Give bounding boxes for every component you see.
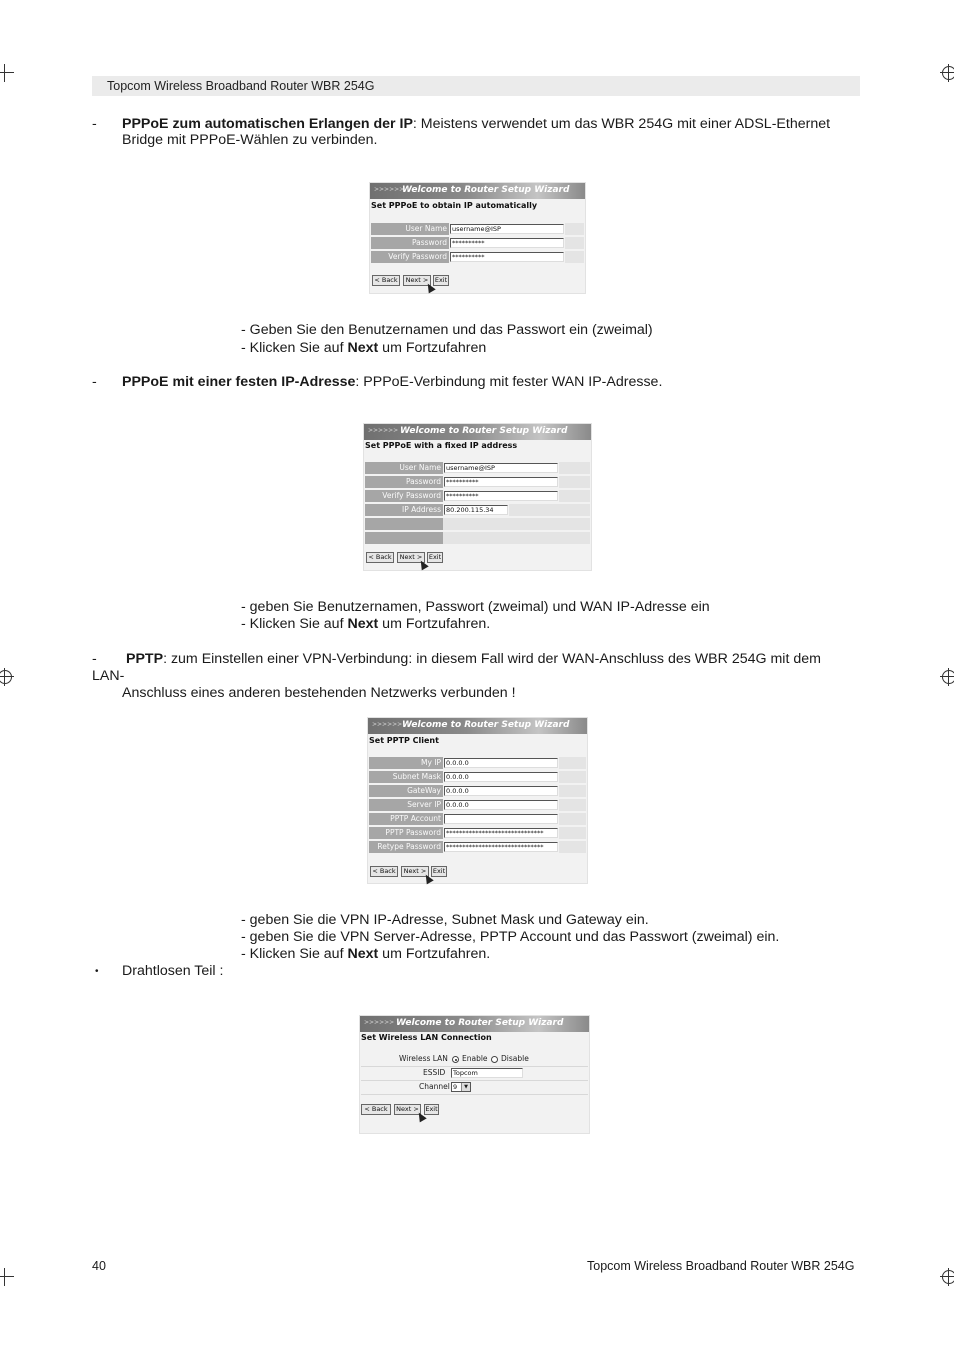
channel-row [361, 1081, 588, 1095]
field-row-filler [559, 771, 586, 783]
field-label: GateWay [369, 785, 443, 797]
exit-button[interactable]: Exit [428, 553, 442, 561]
section-pptp-text2: Anschluss eines anderen bestehenden Netzwerks verbunden ! [122, 685, 516, 701]
field-label: IP Address [365, 504, 443, 516]
instruction-tail: um Fortzufahren. [378, 946, 491, 962]
section-pptp-instruction-3 [241, 946, 490, 963]
section-pppoe-fixed-heading: PPPoE mit einer festen IP-Adresse [122, 374, 356, 390]
banner-arrows-icon: >>>>>> [364, 1019, 395, 1026]
field-label: User Name [365, 462, 443, 474]
wizard-subtitle: Set PPTP Client [369, 736, 439, 745]
verify-password-input[interactable]: ********** [450, 252, 564, 262]
section-pptp-lan: LAN- [92, 668, 125, 684]
back-button[interactable]: < Back [372, 275, 400, 286]
field-row-verify-password [371, 251, 584, 263]
wireless-lan-label: Wireless LAN [399, 1054, 448, 1063]
field-row-filler [559, 785, 586, 797]
field-row-filler [559, 827, 586, 839]
banner-title: Welcome to Router Setup Wizard [402, 720, 570, 730]
field-row-subnet-mask [369, 771, 586, 783]
field-label: Password [365, 476, 443, 488]
section-pppoe-auto-instruction-1: - Geben Sie den Benutzernamen und das Passwort ein (zweimal) [241, 322, 653, 338]
essid-input[interactable]: Topcom [451, 1068, 523, 1078]
instruction-tail: um Fortzufahren. [378, 616, 491, 632]
field-label: Subnet Mask [369, 771, 443, 783]
field-row-retype-password [369, 841, 586, 853]
wireless-lan-row [361, 1053, 588, 1067]
disable-radio[interactable] [491, 1056, 498, 1063]
password-input[interactable]: ********** [444, 477, 558, 487]
field-row-password [371, 237, 584, 249]
wizard-subtitle: Set PPPoE with a fixed IP address [365, 441, 518, 450]
section-pppoe-auto-dash: - [92, 116, 97, 132]
field-row-filler [509, 504, 590, 516]
next-keyword: Next [347, 946, 379, 962]
chevron-down-icon: ▼ [461, 1083, 470, 1091]
section-pptp-instruction-2: - geben Sie die VPN Server-Adresse, PPTP Account und das Passwort (zweimal) ein. [241, 929, 780, 945]
field-row-filler [559, 462, 590, 474]
field-row-pptp-account [369, 813, 586, 825]
section-pppoe-auto-text2: Bridge mit PPPoE-Wählen zu verbinden. [122, 132, 378, 148]
wizard-subtitle: Set PPPoE to obtain IP automatically [371, 201, 538, 210]
field-label: User Name [371, 223, 449, 235]
channel-value: 9 [453, 1083, 458, 1091]
field-label: Password [371, 237, 449, 249]
next-keyword: Next [347, 616, 379, 632]
section-pppoe-auto-instruction-2 [241, 340, 486, 357]
page-header-title: Topcom Wireless Broadband Router WBR 254G [107, 79, 375, 93]
empty-label [365, 518, 443, 530]
ip-address-input[interactable]: 80.200.115.34 [444, 505, 508, 515]
banner-title: Welcome to Router Setup Wizard [396, 1018, 564, 1028]
next-button[interactable]: Next > [403, 275, 431, 286]
field-row-filler [565, 251, 584, 263]
page-footer-title: Topcom Wireless Broadband Router WBR 254G [587, 1259, 855, 1273]
section-pptp-line1 [126, 651, 821, 668]
field-row-filler [565, 237, 584, 249]
field-row-filler [565, 223, 584, 235]
registration-mark-mid-right [940, 668, 954, 686]
gateway-input[interactable]: 0.0.0.0 [444, 786, 558, 796]
banner-arrows-icon: >>>>>> [368, 427, 399, 434]
field-row-filler [559, 490, 590, 502]
section-wireless-bullet: • [95, 966, 99, 977]
registration-mark-top-left [0, 64, 14, 82]
next-button[interactable]: Next > [397, 552, 425, 563]
field-label: Server IP [369, 799, 443, 811]
field-row-password [365, 476, 590, 488]
empty-label [365, 532, 443, 544]
password-input[interactable]: ********** [450, 238, 564, 248]
essid-label: ESSID [423, 1068, 446, 1077]
field-row-filler [559, 841, 586, 853]
section-pppoe-auto-text: : Meistens verwendet um das WBR 254G mit einer ADSL-Ethernet [412, 116, 831, 132]
field-row-gateway [369, 785, 586, 797]
field-row-my-ip [369, 757, 586, 769]
instruction-tail: um Fortzufahren [378, 340, 487, 356]
essid-row [361, 1067, 588, 1081]
pptp-password-input[interactable]: ****************************** [444, 828, 558, 838]
exit-button[interactable]: Exit [434, 276, 448, 284]
field-label: My IP [369, 757, 443, 769]
field-row-filler [559, 476, 590, 488]
screenshot-wireless [359, 1015, 590, 1134]
section-pptp-instruction-1: - geben Sie die VPN IP-Adresse, Subnet Mask und Gateway ein. [241, 912, 649, 928]
section-pptp-dash: - [92, 651, 97, 667]
registration-mark-bottom-left [0, 1268, 14, 1286]
field-row-filler [559, 799, 586, 811]
wizard-banner [368, 718, 587, 734]
section-pppoe-fixed-instruction-1: - geben Sie Benutzernamen, Passwort (zweimal) und WAN IP-Adresse ein [241, 599, 710, 615]
section-pptp-text: : zum Einstellen einer VPN-Verbindung: in diesem Fall wird der WAN-Anschluss des WBR 254G mit dem [163, 651, 821, 667]
section-pppoe-fixed-instruction-2 [241, 616, 490, 633]
retype-password-input[interactable]: ****************************** [444, 842, 558, 852]
banner-arrows-icon: >>>>>> [374, 186, 405, 193]
screenshot-pppoe-auto [369, 182, 586, 294]
instruction-prefix: - Klicken Sie auf [241, 340, 348, 356]
registration-mark-bottom-right [940, 1268, 954, 1286]
instruction-prefix: - Klicken Sie auf [241, 946, 348, 962]
empty-row [365, 518, 590, 530]
banner-title: Welcome to Router Setup Wizard [402, 185, 570, 195]
section-wireless-text: Drahtlosen Teil : [122, 963, 224, 979]
user-name-input[interactable]: username@ISP [444, 463, 558, 473]
my-ip-input[interactable]: 0.0.0.0 [444, 758, 558, 768]
wizard-banner [364, 424, 591, 440]
registration-mark-top-right [940, 64, 954, 82]
exit-button[interactable]: Exit [425, 1105, 438, 1113]
field-label: PPTP Account [369, 813, 443, 825]
field-label: Verify Password [365, 490, 443, 502]
banner-title: Welcome to Router Setup Wizard [400, 426, 568, 436]
screenshot-pppoe-fixed [363, 423, 592, 571]
field-row-verify-password [365, 490, 590, 502]
field-label: Verify Password [371, 251, 449, 263]
channel-label: Channel [419, 1082, 450, 1091]
section-pppoe-fixed-dash: - [92, 374, 97, 390]
field-row-pptp-password [369, 827, 586, 839]
section-pppoe-auto-line1 [122, 116, 830, 133]
section-pppoe-auto-heading: PPPoE zum automatischen Erlangen der IP [122, 116, 413, 132]
section-pppoe-fixed-line1 [122, 374, 662, 391]
back-button[interactable]: < Back [370, 866, 398, 877]
registration-mark-mid-left [0, 668, 14, 686]
screenshot-pptp [367, 717, 588, 884]
banner-arrows-icon: >>>>>> [372, 721, 403, 728]
back-button[interactable]: < Back [361, 1104, 391, 1115]
next-keyword: Next [347, 340, 379, 356]
empty-row [365, 532, 590, 544]
server-ip-input[interactable]: 0.0.0.0 [444, 800, 558, 810]
next-button[interactable]: Next > [394, 1104, 421, 1115]
instruction-prefix: - Klicken Sie auf [241, 616, 348, 632]
field-label: PPTP Password [369, 827, 443, 839]
field-row-filler [559, 757, 586, 769]
field-row-server-ip [369, 799, 586, 811]
wizard-banner [360, 1016, 589, 1032]
field-row-filler [559, 813, 586, 825]
field-label: Retype Password [369, 841, 443, 853]
wizard-banner [370, 183, 585, 199]
field-row-user-name [371, 223, 584, 235]
enable-radio[interactable] [452, 1056, 459, 1063]
field-row-ip-address [365, 504, 590, 516]
section-pppoe-fixed-text: : PPPoE-Verbindung mit fester WAN IP-Adresse. [355, 374, 663, 390]
section-pptp-heading: PPTP [126, 651, 164, 667]
back-button[interactable]: < Back [366, 552, 394, 563]
exit-button[interactable]: Exit [432, 867, 446, 875]
disable-label: Disable [501, 1054, 529, 1063]
field-row-user-name [365, 462, 590, 474]
subnet-mask-input[interactable]: 0.0.0.0 [444, 772, 558, 782]
wizard-subtitle: Set Wireless LAN Connection [361, 1033, 492, 1042]
page-number: 40 [92, 1259, 106, 1273]
user-name-input[interactable]: username@ISP [450, 224, 564, 234]
next-button[interactable]: Next > [401, 866, 429, 877]
channel-select[interactable] [451, 1082, 471, 1092]
enable-label: Enable [462, 1054, 488, 1063]
verify-password-input[interactable]: ********** [444, 491, 558, 501]
pptp-account-input[interactable] [444, 814, 558, 824]
